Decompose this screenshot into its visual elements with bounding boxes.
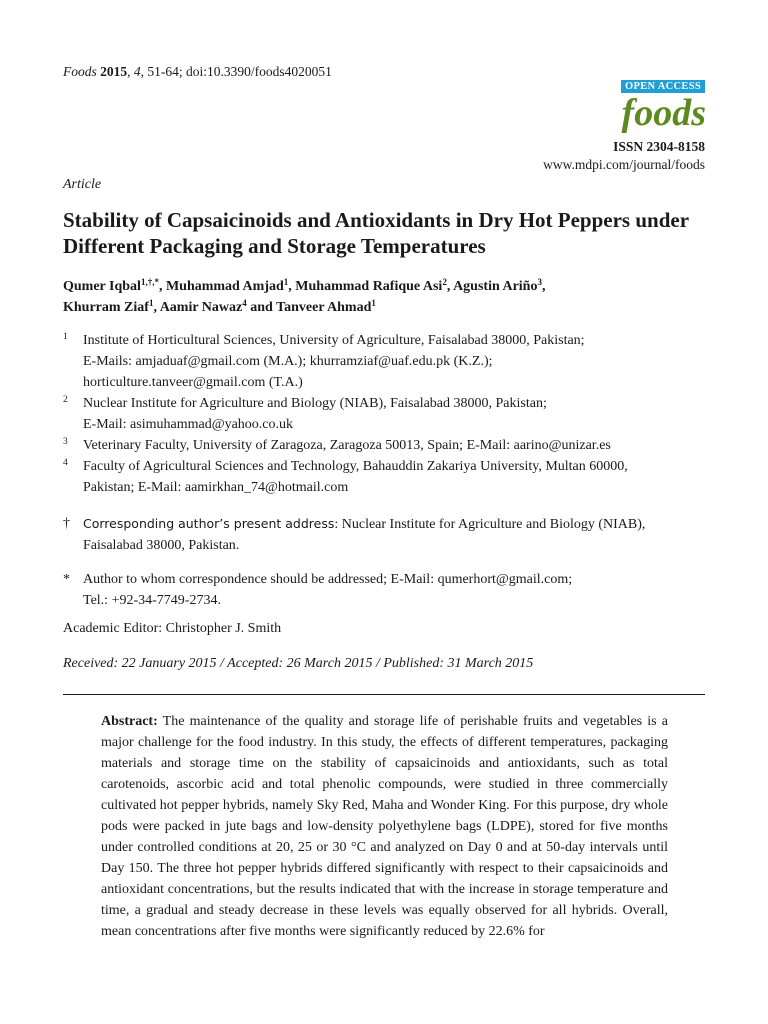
author-name: Agustin Ariño xyxy=(453,279,538,294)
author-separator: , xyxy=(158,279,166,294)
author-affiliation-sup: 3 xyxy=(537,277,542,287)
affiliation-number: 1 xyxy=(63,332,68,342)
affiliation-number: 3 xyxy=(63,437,68,447)
abstract-label: Abstract: xyxy=(101,714,158,729)
author-list xyxy=(63,276,703,318)
author-separator: , xyxy=(153,300,160,315)
affiliation-line: Institute of Horticultural Sciences, University of Agriculture, Faisalabad 38000, Pakistan; xyxy=(83,333,585,348)
affiliation-line: E-Mails: amjaduaf@gmail.com (M.A.); khurramziaf@uaf.edu.pk (K.Z.); xyxy=(83,354,493,369)
author-name: Aamir Nawaz xyxy=(159,300,243,315)
author-separator: and xyxy=(246,300,277,315)
author-separator: , xyxy=(541,279,546,294)
author-separator: , xyxy=(446,279,454,294)
author-affiliation-sup: 1 xyxy=(148,298,154,308)
issn: ISSN 2304-8158 xyxy=(613,139,705,154)
author-name: Khurram Ziaf xyxy=(63,300,149,315)
correspondence-phone: Tel.: +92-34-7749-2734. xyxy=(83,593,221,608)
affiliation-item xyxy=(63,393,713,435)
correspondence-note xyxy=(63,569,733,611)
dagger-text: : Nuclear Institute for Agriculture and Biology (NIAB), xyxy=(334,517,646,532)
section-divider xyxy=(63,694,705,695)
dagger-label: Corresponding author’s present address xyxy=(83,516,335,531)
star-mark: * xyxy=(63,572,70,587)
author-affiliation-sup: 1,†,* xyxy=(140,277,159,287)
publication-dates: Received: 22 January 2015 / Accepted: 26 March 2015 / Published: 31 March 2015 xyxy=(63,656,534,671)
affiliation-number: 2 xyxy=(63,395,68,405)
affiliation-item xyxy=(63,456,713,498)
article-type: Article xyxy=(63,177,102,192)
abstract-text: The maintenance of the quality and storage life of perishable fruits and vegetables is a major challenge for the food industry. In this study, the effects of different temperatures, packaging materials and storage time on the stability of capsaicinoids and antioxidants, such as total carotenoids, ascorbic acid and total phenolic compounds, were studied in three commercially cultivated hot pepper hybrids, namely Sky Red, Maha and Wonder King. For this purpose, dry whole pods were packed in jute bags and low-density polyethylene bags (LDPE), stored for five months under controlled conditions at 20, 25 or 30 °C and analyzed on Day 0 and at 50-day intervals until Day 150. The three hot pepper hybrids differed significantly with respect to their capsaicinoids and antioxidant concentrations, but the results indicated that with the increase in storage temperature and time, a gradual and steady decrease in these levels was equally observed for all hybrids. Overall, mean concentrations after five months were significantly reduced by 22.6% for xyxy=(101,714,668,939)
author-name: Muhammad Rafique Asi xyxy=(295,279,443,294)
journal-logo: foods xyxy=(621,92,706,134)
author-name: Muhammad Amjad xyxy=(165,279,284,294)
author-affiliation-sup: 2 xyxy=(442,277,447,287)
affiliation-number: 4 xyxy=(63,458,68,468)
paper-title: Stability of Capsaicinoids and Antioxidants in Dry Hot Peppers under Different Packaging and Storage Temperatures xyxy=(63,208,689,258)
affiliation-line: Faculty of Agricultural Sciences and Technology, Bahauddin Zakariya University, Multan 60000, xyxy=(83,459,628,474)
affiliation-line: horticulture.tanveer@gmail.com (T.A.) xyxy=(83,375,303,390)
affiliation-line: Pakistan; E-Mail: aamirkhan_74@hotmail.com xyxy=(83,480,349,495)
affiliation-item xyxy=(63,330,713,393)
author-name: Qumer Iqbal xyxy=(63,279,141,294)
citation-line: Foods 2015, 4, 51-64; doi:10.3390/foods4020051 xyxy=(63,64,332,79)
author-affiliation-sup: 4 xyxy=(242,298,247,308)
dagger-text-line2: Faisalabad 38000, Pakistan. xyxy=(83,538,240,553)
author-affiliation-sup: 1 xyxy=(283,277,289,287)
author-name: Tanveer Ahmad xyxy=(276,300,372,315)
correspondence-text: Author to whom correspondence should be addressed; E-Mail: qumerhort@gmail.com; xyxy=(83,572,573,587)
dagger-note xyxy=(63,513,733,556)
open-access-badge: OPEN ACCESS xyxy=(621,80,705,93)
author-separator: , xyxy=(288,279,296,294)
journal-website[interactable]: www.mdpi.com/journal/foods xyxy=(543,157,705,172)
affiliation-item xyxy=(63,435,713,456)
affiliation-line: Veterinary Faculty, University of Zaragoza, Zaragoza 50013, Spain; E-Mail: aarino@unizar.es xyxy=(83,438,611,453)
dagger-mark: † xyxy=(63,516,70,531)
academic-editor: Academic Editor: Christopher J. Smith xyxy=(63,621,282,636)
author-affiliation-sup: 1 xyxy=(371,298,376,308)
abstract xyxy=(101,711,668,942)
affiliation-line: E-Mail: asimuhammad@yahoo.co.uk xyxy=(83,417,294,432)
affiliation-line: Nuclear Institute for Agriculture and Biology (NIAB), Faisalabad 38000, Pakistan; xyxy=(83,396,547,411)
affiliation-list xyxy=(63,330,713,498)
